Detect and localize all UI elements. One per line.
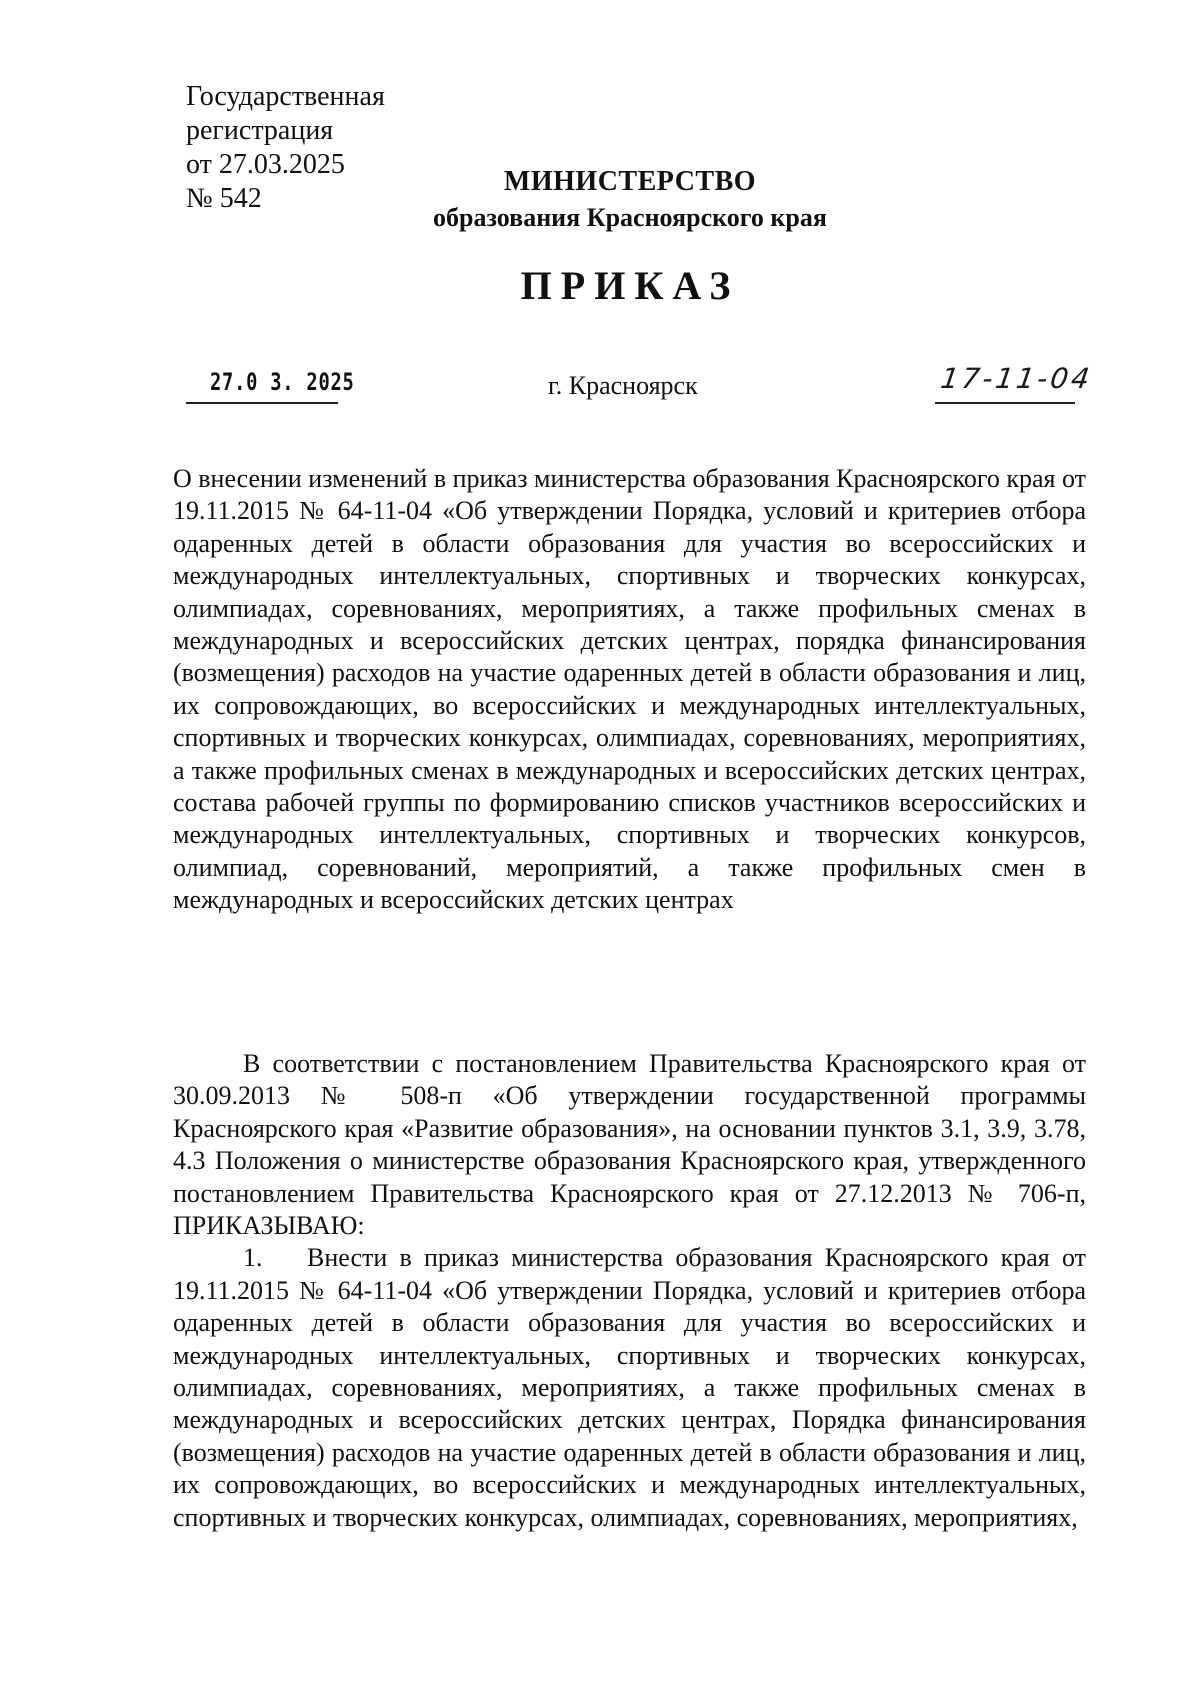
order-city: г. Красноярск	[548, 371, 698, 400]
preamble-paragraph: В соответствии с постановлением Правительства Красноярского края от 30.09.2013 № 508-п «Об утверждении государственной программы Красноярского края «Развитие образования», на основании пунктов 3.1, 3.9, 3.78, 4.3 Положения о министерстве образования Красноярского края, утвержденного постановлением Правительства Красноярского края от 27.12.2013 № 706-п, ПРИКАЗЫВАЮ:	[173, 1049, 1086, 1241]
order-item-number: 1.	[243, 1243, 263, 1273]
document-type-title: ПРИКАЗ	[520, 263, 740, 308]
ministry-header	[400, 165, 860, 235]
ministry-title: МИНИСТЕРСТВО	[503, 166, 757, 197]
ministry-subtitle: образования Красноярского края	[433, 203, 827, 232]
registration-line-1: Государственная	[186, 81, 385, 112]
order-number-field	[935, 362, 1095, 404]
order-date-field	[186, 368, 355, 404]
registration-number: № 542	[186, 183, 262, 214]
order-body	[173, 1048, 1086, 1534]
registration-line-2: регистрация	[186, 115, 334, 146]
registration-date: от 27.03.2025	[186, 149, 345, 180]
order-subject: О внесении изменений в приказ министерства образования Красноярского края от 19.11.2015 № 64-11-04 «Об утверждении Порядка, условий и критериев отбора одаренных детей в области образования для участия во всероссийских и международных интеллектуальных, спортивных и творческих конкурсах, олимпиадах, соревнованиях, мероприятиях, а также профильных сменах в международных и всероссийских детских центрах, порядка финансирования (возмещения) расходов на участие одаренных детей в области образования и лиц, их сопровождающих, во всероссийских и международных интеллектуальных, спортивных и творческих конкурсах, олимпиадах, соревнованиях, мероприятиях, а также профильных сменах в международных и всероссийских детских центрах, состава рабочей группы по формированию списков участников всероссийских и международных интеллектуальных, спортивных и творческих конкурсов, олимпиад, соревнований, мероприятий, а также профильных смен в международных и всероссийских детских центрах	[173, 464, 1086, 915]
order-number: 17-11-04	[938, 362, 1095, 395]
order-date: 27.0 3. 2025	[210, 368, 355, 396]
order-item	[173, 1242, 1086, 1534]
order-item-text: Внести в приказ министерства образования Красноярского края от 19.11.2015 № 64-11-04 «Об утверждении Порядка, условий и критериев отбора одаренных детей в области образования для участия во всероссийских и международных интеллектуальных, спортивных и творческих конкурсах, олимпиадах, соревнованиях, мероприятиях, а также профильных сменах в международных и всероссийских детских центрах, Порядка финансирования (возмещения) расходов на участие одаренных детей в области образования и лиц, их сопровождающих, во всероссийских и международных интеллектуальных, спортивных и творческих конкурсах, олимпиадах, соревнованиях, мероприятиях,	[173, 1243, 1086, 1532]
